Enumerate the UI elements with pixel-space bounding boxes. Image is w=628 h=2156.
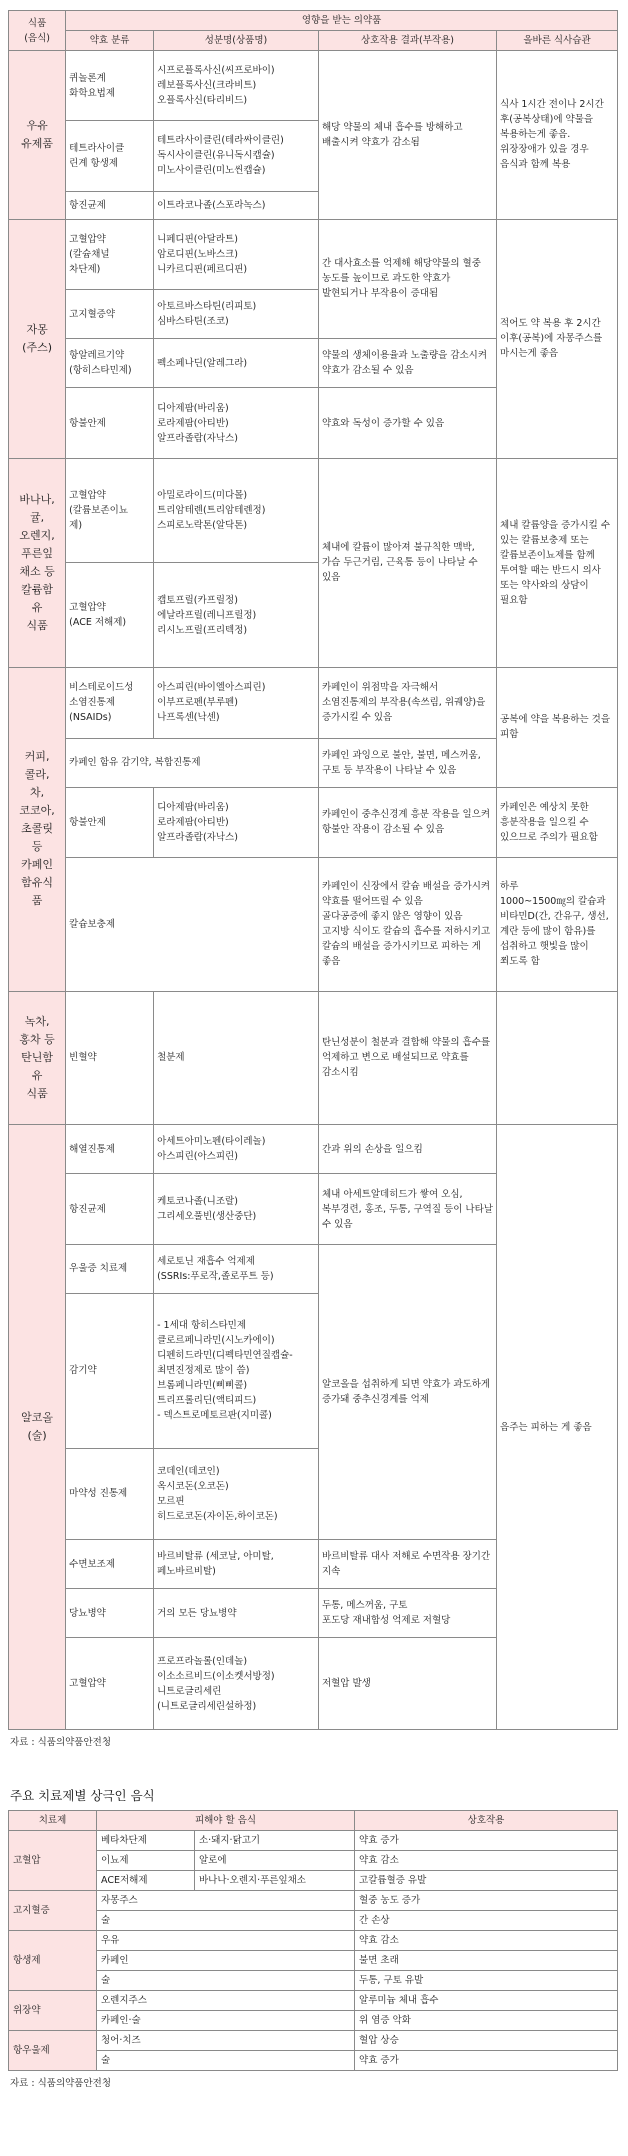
interaction-cell: 카페인이 중추신경계 흥분 작용을 일으켜 항불안 작용이 감소될 수 있음 xyxy=(318,787,496,857)
food-cell: 소·돼지·닭고기 xyxy=(195,1831,355,1851)
drug-class-cell: 항불안제 xyxy=(66,787,154,857)
drug-class-cell: 테트라사이클 린계 항생제 xyxy=(66,121,154,191)
interaction-cell: 알코올을 섭취하게 되면 약효가 과도하게 증가돼 중추신경계를 억제 xyxy=(318,1244,496,1539)
drug-class-cell: 항알레르기약 (항히스타민제) xyxy=(66,339,154,388)
ingredient-cell: 이트라코나졸(스포라녹스) xyxy=(154,191,319,219)
advice-cell: 하루 1000~1500㎎의 칼슘과 비타민D(간, 간유구, 생선, 계란 등에 많이 함유)를 섭취하고 햇빛을 많이 쬐도록 함 xyxy=(497,858,618,992)
header-ingredient: 성분명(상품명) xyxy=(154,31,319,51)
table-row xyxy=(9,1871,618,1891)
effect-cell: 혈압 상승 xyxy=(355,2031,618,2051)
food-cell: 술 xyxy=(97,2051,355,2071)
ingredient-cell: 케토코나졸(니조랄) 그리세오풀빈(생산중단) xyxy=(154,1174,319,1244)
food-cell: 알코올 (술) xyxy=(9,1125,66,1730)
ingredient-cell: 니페디핀(아달라트) 암로디핀(노바스크) 니카르디핀(페르디핀) xyxy=(154,219,319,289)
table-row xyxy=(9,1951,618,1971)
header-food: 식품 (음식) xyxy=(9,11,66,51)
food-cell: 바나나·오렌지·푸른잎채소 xyxy=(195,1871,355,1891)
advice-cell: 음주는 피하는 게 좋음 xyxy=(497,1125,618,1730)
food-cell: 커피, 콜라, 차, 코코아, 초콜릿 등 카페인 함유식 품 xyxy=(9,668,66,991)
interaction-cell: 카페인이 위점막을 자극해서 소염진통제의 부작용(속쓰림, 위궤양)을 증가시킬 수 있음 xyxy=(318,668,496,738)
table-row xyxy=(9,1911,618,1931)
ingredient-cell: 프로프라놀롤(인데놀) 이소소르비드(이소켓서방정) 니트로글리세린(니트로글리세린설하정) xyxy=(154,1638,319,1730)
table-row xyxy=(9,1851,618,1871)
ingredient-cell: 테트라사이클린(테라싸이클린) 독시사이클린(유니독시캡슐) 미노사이클린(미노씬캡슐) xyxy=(154,121,319,191)
drug-class-cell: 칼슘보충제 xyxy=(66,858,319,992)
table-row xyxy=(9,1991,618,2011)
interaction-cell: 약물의 생체이용율과 노출량을 감소시켜 약효가 감소될 수 있음 xyxy=(318,339,496,388)
food-cell: 오렌지주스 xyxy=(97,1991,355,2011)
header-drug-class: 약효 분류 xyxy=(66,31,154,51)
effect-cell: 약효 증가 xyxy=(355,2051,618,2071)
drug-class-cell: 마약성 진통제 xyxy=(66,1448,154,1539)
ingredient-cell: 아밀로라이드(미다몰) 트리암테렌(트리암테렌정) 스피로노락톤(알닥톤) xyxy=(154,458,319,563)
food-cell: 자몽 (주스) xyxy=(9,219,66,458)
table-row xyxy=(9,991,618,1125)
header-affected-drugs: 영향을 받는 의약품 xyxy=(66,11,618,31)
food-cell: 술 xyxy=(97,1911,355,1931)
source-note-2: 자료 : 식품의약품안전청 xyxy=(10,2078,112,2089)
table-row xyxy=(9,51,618,121)
advice-cell: 공복에 약을 복용하는 것을 피함 xyxy=(497,668,618,788)
advice-cell: 적어도 약 복용 후 2시간 이후(공복)에 자몽주스를 마시는게 좋음 xyxy=(497,219,618,458)
effect-cell: 불면 초래 xyxy=(355,1951,618,1971)
table-row xyxy=(9,458,618,563)
food-cell: 바나나, 귤, 오렌지, 푸른잎 채소 등 칼륨함 유 식품 xyxy=(9,458,66,668)
advice-cell xyxy=(497,991,618,1125)
ingredient-cell: 캡토프릴(카프릴정) 에날라프릴(레니프릴정) 리시노프릴(프리텍정) xyxy=(154,563,319,668)
ingredient-cell: 철분제 xyxy=(154,991,319,1125)
page xyxy=(8,10,618,2089)
interaction-cell: 카페인이 신장에서 칼슘 배설을 증가시켜 약효를 떨어뜨릴 수 있음 골다공증에 좋지 않은 영향이 있음 고지방 식이도 칼슘의 흡수를 저하시키고 칼슘의 배설을 증가시키므로 피하는 게 좋음 xyxy=(318,858,496,992)
effect-cell: 간 손상 xyxy=(355,1911,618,1931)
table-row xyxy=(9,668,618,738)
table-row xyxy=(9,1891,618,1911)
treatment-cell: 고지혈증 xyxy=(9,1891,97,1931)
ingredient-cell: 코데인(데코인) 옥시코돈(오코돈) 모르핀 히드로코돈(자이돈,하이코돈) xyxy=(154,1448,319,1539)
table-row xyxy=(9,1971,618,1991)
ingredient-cell: - 1세대 항히스타민제 클로르페니라민(시노카에이) 디펜히드라민(디펙타민연질캡슐-최면진정제로 많이 씀) 브롬페니라민(삐삐콜) 트리프롤리딘(액티피드) - 덱스트로메토르판(지미콜) xyxy=(154,1293,319,1448)
drug-class-cell: 고혈압약 (칼슘채널 차단제) xyxy=(66,219,154,289)
food-cell: 카페인·술 xyxy=(97,2011,355,2031)
effect-cell: 고칼륨혈증 유발 xyxy=(355,1871,618,1891)
ingredient-cell: 아스피린(바이엘아스피린) 이부프로펜(부루펜) 나프록센(낙센) xyxy=(154,668,319,738)
ingredient-cell: 거의 모든 당뇨병약 xyxy=(154,1589,319,1638)
effect-cell: 알루미늄 체내 흡수 xyxy=(355,1991,618,2011)
drug-class-cell: 고혈압약 (칼륨보존이뇨 제) xyxy=(66,458,154,563)
source-note: 자료 : 식품의약품안전청 xyxy=(10,1737,112,1748)
drug-cell: 이뇨제 xyxy=(97,1851,195,1871)
interaction-cell: 간과 위의 손상을 일으킴 xyxy=(318,1125,496,1174)
advice-cell: 카페인은 예상치 못한 흥분작용을 일으킬 수 있으므로 주의가 필요함 xyxy=(497,787,618,857)
ingredient-cell: 바르비탈류 (세코날, 아미탈, 페노바르비탈) xyxy=(154,1539,319,1588)
treatment-cell: 항우울제 xyxy=(9,2031,97,2071)
interaction-cell: 간 대사효소를 억제해 해당약물의 혈중 농도를 높이므로 과도한 약효가 발현되거나 부작용이 증대됨 xyxy=(318,219,496,339)
drug-class-cell: 해열진통제 xyxy=(66,1125,154,1174)
drug-class-cell: 비스테로이드성 소염진통제 (NSAIDs) xyxy=(66,668,154,738)
effect-cell: 약효 감소 xyxy=(355,1931,618,1951)
section-title: 주요 치료제별 상극인 음식 xyxy=(10,1788,155,1803)
header-treatment: 치료제 xyxy=(9,1811,97,1831)
table-row xyxy=(9,787,618,857)
drug-class-cell: 퀴놀론계 화학요법제 xyxy=(66,51,154,121)
interaction-cell: 카페인 과잉으로 불안, 불면, 메스꺼움, 구토 등 부작용이 나타날 수 있음 xyxy=(318,738,496,787)
interaction-cell: 약효와 독성이 증가할 수 있음 xyxy=(318,388,496,458)
table-row xyxy=(9,2051,618,2071)
drug-class-cell: 항불안제 xyxy=(66,388,154,458)
food-cell: 알로에 xyxy=(195,1851,355,1871)
food-cell: 우유 xyxy=(97,1931,355,1951)
effect-cell: 약효 감소 xyxy=(355,1851,618,1871)
food-cell: 청어·치즈 xyxy=(97,2031,355,2051)
interaction-cell: 저혈압 발생 xyxy=(318,1638,496,1730)
food-drug-interaction-table xyxy=(8,10,618,1730)
table-row xyxy=(9,858,618,992)
ingredient-cell: 아토르바스타틴(리피토) 심바스타틴(조코) xyxy=(154,290,319,339)
interaction-cell: 두통, 메스꺼움, 구토 포도당 재내합성 억제로 저혈당 xyxy=(318,1589,496,1638)
drug-class-cell: 고혈압약 (ACE 저해제) xyxy=(66,563,154,668)
header-interaction: 상호작용 결과(부작용) xyxy=(318,31,496,51)
advice-cell: 체내 칼륨양을 증가시킬 수 있는 칼륨보충제 또는 칼륨보존이뇨제를 함께 투여할 때는 반드시 의사 또는 약사와의 상담이 필요함 xyxy=(497,458,618,668)
interaction-cell: 바르비탈류 대사 저해로 수면작용 장기간 지속 xyxy=(318,1539,496,1588)
drug-cell: ACE저해제 xyxy=(97,1871,195,1891)
effect-cell: 위 염증 악화 xyxy=(355,2011,618,2031)
drug-class-cell: 항진균제 xyxy=(66,1174,154,1244)
advice-cell: 식사 1시간 전이나 2시간 후(공복상태)에 약물을 복용하는게 좋음. 위장장애가 있을 경우 음식과 함께 복용 xyxy=(497,51,618,220)
ingredient-cell: 디아제팜(바리움) 로라제팜(아티반) 알프라졸람(자낙스) xyxy=(154,787,319,857)
table-row xyxy=(9,2031,618,2051)
drug-class-cell: 감기약 xyxy=(66,1293,154,1448)
food-cell: 술 xyxy=(97,1971,355,1991)
treatment-cell: 항생제 xyxy=(9,1931,97,1991)
interaction-cell: 체내에 칼륨이 많아져 불규칙한 맥박, 가슴 두근거림, 근육통 등이 나타날 수 있음 xyxy=(318,458,496,668)
header-advice: 올바른 식사습관 xyxy=(497,31,618,51)
effect-cell: 두통, 구토 유발 xyxy=(355,1971,618,1991)
food-cell: 자몽주스 xyxy=(97,1891,355,1911)
interaction-cell: 체내 아세트알데히드가 쌓여 오심, 복부경련, 홍조, 두통, 구역질 등이 나타날 수 있음 xyxy=(318,1174,496,1244)
drug-class-cell: 우울증 치료제 xyxy=(66,1244,154,1293)
drug-class-cell: 카페인 함유 감기약, 복합진통제 xyxy=(66,738,319,787)
drug-class-cell: 고지혈증약 xyxy=(66,290,154,339)
drug-class-cell: 수면보조제 xyxy=(66,1539,154,1588)
treatment-cell: 고혈압 xyxy=(9,1831,97,1891)
food-cell: 녹차, 홍차 등 탄닌함 유 식품 xyxy=(9,991,66,1125)
ingredient-cell: 디아제팜(바리움) 로라제팜(아티반) 알프라졸람(자낙스) xyxy=(154,388,319,458)
table-row xyxy=(9,2011,618,2031)
interaction-cell: 해당 약물의 체내 흡수를 방해하고 배출시켜 약효가 감소됨 xyxy=(318,51,496,220)
treatment-cell: 위장약 xyxy=(9,1991,97,2031)
header-effect: 상호작용 xyxy=(355,1811,618,1831)
drug-class-cell: 항진균제 xyxy=(66,191,154,219)
effect-cell: 약효 증가 xyxy=(355,1831,618,1851)
effect-cell: 혈중 농도 증가 xyxy=(355,1891,618,1911)
drug-class-cell: 고혈압약 xyxy=(66,1638,154,1730)
ingredient-cell: 아세트아미노펜(타이레놀) 아스피린(아스피린) xyxy=(154,1125,319,1174)
drug-food-avoid-table xyxy=(8,1810,618,2071)
table-row xyxy=(9,1931,618,1951)
table-row xyxy=(9,1831,618,1851)
drug-class-cell: 빈혈약 xyxy=(66,991,154,1125)
table-row xyxy=(9,219,618,289)
food-cell: 카페인 xyxy=(97,1951,355,1971)
food-cell: 우유 유제품 xyxy=(9,51,66,220)
interaction-cell: 탄닌성분이 철분과 결합해 약물의 흡수를 억제하고 변으로 배설되므로 약효를 감소시킴 xyxy=(318,991,496,1125)
header-avoid-foods: 피해야 할 음식 xyxy=(97,1811,355,1831)
drug-class-cell: 당뇨병약 xyxy=(66,1589,154,1638)
table-row xyxy=(9,1125,618,1174)
ingredient-cell: 시프로플록사신(씨프로바이) 레보플록사신(크라비트) 오플록사신(타리비드) xyxy=(154,51,319,121)
ingredient-cell: 펙소페나딘(알레그라) xyxy=(154,339,319,388)
drug-cell: 베타차단제 xyxy=(97,1831,195,1851)
ingredient-cell: 세로토닌 재흡수 억제제 (SSRIs:푸로작,졸로푸트 등) xyxy=(154,1244,319,1293)
